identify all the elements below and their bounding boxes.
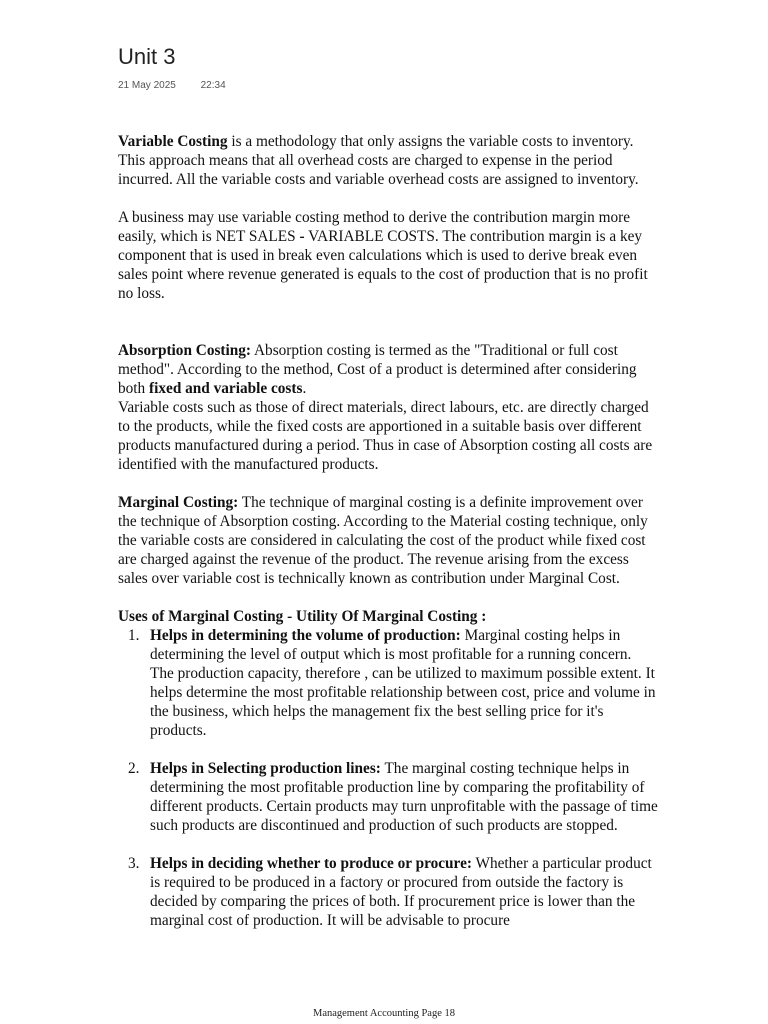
page-date: 21 May 2025 bbox=[118, 80, 176, 91]
bold-fixed-variable-costs: fixed and variable costs bbox=[149, 380, 303, 397]
text-contribution-1: A business may use variable costing method to derive the contribution margin more easily, which is NET SALES bbox=[118, 209, 631, 245]
uses-heading bbox=[118, 607, 658, 626]
list-item-text: Whether a particular product is required to be produced in a factory or procured from outside the factory is decided by comparing the prices of both. If procurement price is lower than the marginal cost of production. It will be advisable to procure bbox=[150, 855, 652, 929]
term-marginal-costing: Marginal Costing: bbox=[118, 494, 239, 511]
page-time: 22:34 bbox=[200, 80, 226, 91]
page-title: Unit 3 bbox=[118, 44, 176, 69]
list-item bbox=[118, 759, 658, 835]
minus-sign: - bbox=[299, 228, 305, 245]
list-item-heading: Helps in determining the volume of production: bbox=[150, 627, 461, 644]
list-item bbox=[118, 626, 658, 740]
uses-heading-text: Uses of Marginal Costing - Utility Of Marginal Costing : bbox=[118, 608, 487, 625]
paragraph-absorption-costing bbox=[118, 341, 658, 398]
list-item bbox=[118, 854, 658, 930]
list-number: 1. bbox=[128, 627, 140, 644]
list-item-heading: Helps in Selecting production lines: bbox=[150, 760, 381, 777]
text-absorption-2: . bbox=[302, 380, 307, 397]
uses-list bbox=[118, 626, 658, 930]
paragraph-absorption-detail: Variable costs such as those of direct materials, direct labours, etc. are directly charged to the products, while the fixed costs are apportioned in a suitable basis over different products manufactured during a period. Thus in case of Absorption costing all costs are identified with the manufactured products. bbox=[118, 399, 653, 473]
note-content[interactable] bbox=[118, 132, 658, 930]
text-marginal-costing: The technique of marginal costing is a definite improvement over the technique of Absorption costing. According to the Material costing technique, only the variable costs are considered in calculating the cost of the product while fixed cost are charged against the revenue of the product. The revenue arising from the excess sales over variable cost is technically known as contribution under Marginal Cost. bbox=[118, 494, 648, 587]
term-absorption-costing: Absorption Costing: bbox=[118, 342, 252, 359]
list-item-heading: Helps in deciding whether to produce or procure: bbox=[150, 855, 472, 872]
list-item-text: Marginal costing helps in determining the level of output which is most profitable for a running concern. The production capacity, therefore , can be utilized to maximum possible extent. It helps determine the most profitable relationship between cost, price and volume in the business, which helps the management fix the best selling price for it's products. bbox=[150, 627, 656, 739]
text-contribution-2: VARIABLE COSTS. The contribution margin is a key component that is used in break even calculations which is used to derive break even sales point where revenue generated is equals to the cost of production that is no profit no loss. bbox=[118, 228, 648, 302]
list-item-text: The marginal costing technique helps in determining the most profitable production line by comparing the profitability of different products. Certain products may turn unprofitable with the passage of time such products are discontinued and production of such products are stopped. bbox=[150, 760, 658, 834]
list-number: 3. bbox=[128, 855, 140, 872]
page-meta bbox=[118, 80, 226, 91]
list-number: 2. bbox=[128, 760, 140, 777]
term-variable-costing: Variable Costing bbox=[118, 133, 228, 150]
paragraph-contribution-margin bbox=[118, 208, 658, 303]
paragraph-variable-costing bbox=[118, 132, 658, 189]
page-footer: Management Accounting Page 18 bbox=[312, 1008, 455, 1019]
text-variable-costing: is a methodology that only assigns the variable costs to inventory. This approach means that all overhead costs are charged to expense in the period incurred. All the variable costs and variable overhead costs are assigned to inventory. bbox=[118, 133, 639, 188]
paragraph-marginal-costing bbox=[118, 493, 658, 588]
text-absorption-1: Absorption costing is termed as the "Traditional or full cost method". According to the method, Cost of a product is determined after considering both bbox=[118, 342, 637, 397]
